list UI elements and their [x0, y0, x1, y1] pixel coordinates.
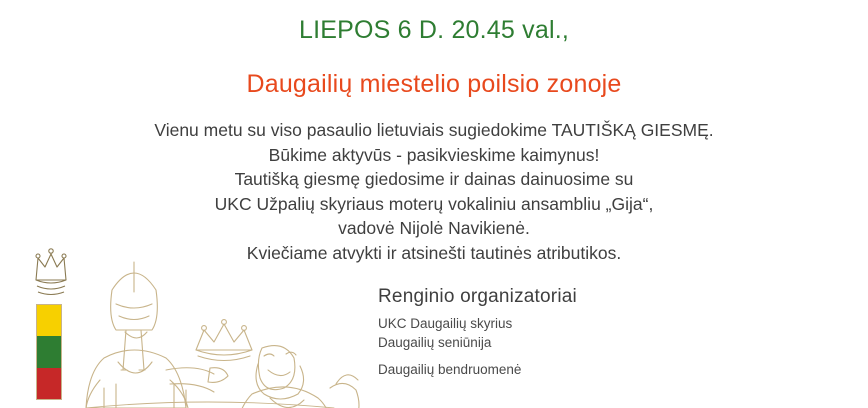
description-line-1: Vienu metu su viso pasaulio lietuviais sugiedokime TAUTIŠKĄ GIESMĘ. [154, 120, 714, 140]
description-line-6: Kviečiame atvykti ir atsinešti tautinės atributikos. [246, 242, 622, 263]
event-datetime: LIEPOS 6 D. 20.45 val., [298, 16, 570, 44]
organizers-block [378, 286, 577, 379]
organizer-item: Daugailių seniūnija [378, 335, 492, 350]
event-place: Daugailių miestelio poilsio zonoje [246, 70, 622, 98]
flag-stripe-green [37, 336, 61, 367]
flag-stripes [36, 304, 62, 400]
description-line-5: vadovė Nijolė Navikienė. [338, 218, 530, 238]
flag-stripe-yellow [37, 305, 61, 336]
description-line-3: Tautišką giesmę giedosime ir dainas dainuosime su [234, 169, 634, 189]
description-line-2: Būkime aktyvūs - pasikvieskime kaimynus! [268, 144, 600, 165]
event-description [0, 118, 868, 265]
organizer-item: UKC Daugailių skyrius [378, 316, 513, 331]
organizers-title: Renginio organizatoriai [378, 286, 577, 307]
flag-stripe-red [37, 368, 61, 399]
description-line-4: UKC Užpalių skyriaus moterų vokaliniu ansambliu „Gija“, [214, 193, 654, 214]
organizer-item: Daugailių bendruomenė [378, 362, 522, 377]
